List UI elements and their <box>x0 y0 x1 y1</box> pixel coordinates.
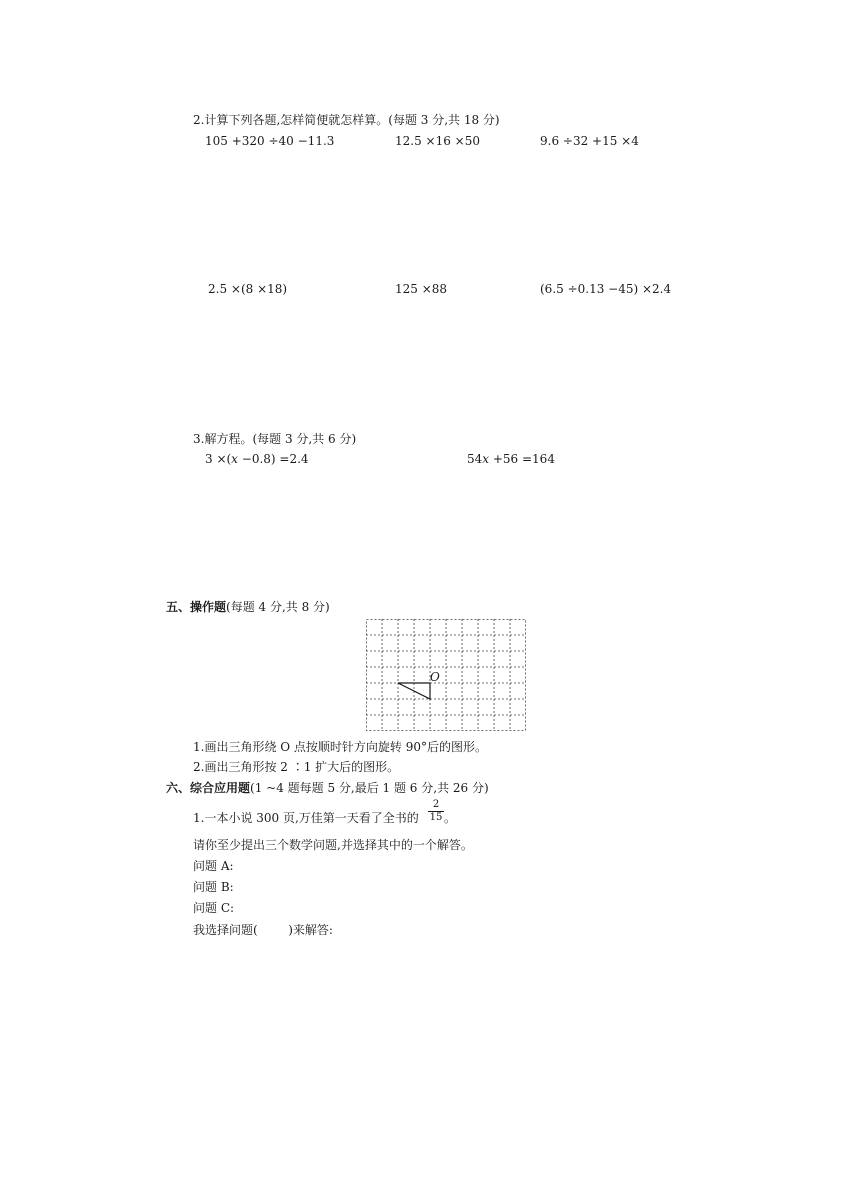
q2-expr-3: 9.6 ÷32 +15 ×4 <box>540 134 639 148</box>
choose-question-label: 我选择问题( )来解答: <box>193 923 333 937</box>
fraction-denominator: 15 <box>429 812 443 823</box>
question-c-label: 问题 C: <box>193 901 235 915</box>
section5-heading <box>166 600 330 614</box>
question-b-label: 问题 B: <box>193 880 234 894</box>
section6-prompt: 请你至少提出三个数学问题,并选择其中的一个解答。 <box>193 838 473 852</box>
section6-score: (1 ~4 题每题 5 分,最后 1 题 6 分,共 26 分) <box>250 781 489 795</box>
section5-item-1: 1.画出三角形绕 O 点按顺时针方向旋转 90°后的图形。 <box>193 740 488 754</box>
q2-expr-1: 105 +320 ÷40 −11.3 <box>205 134 335 148</box>
q2-expr-4: 2.5 ×(8 ×18) <box>208 282 288 296</box>
q2-expr-6: (6.5 ÷0.13 −45) ×2.4 <box>540 282 672 296</box>
grid-figure <box>366 619 526 731</box>
section6-heading <box>166 781 489 795</box>
section6-q1-end: 。 <box>444 811 457 825</box>
section6-q1-text: 1.一本小说 300 页,万佳第一天看了全书的 <box>193 811 419 825</box>
q2-expr-2: 12.5 ×16 ×50 <box>395 134 480 148</box>
q3-equation-2: 54𝑥 +56 =164 <box>467 452 555 466</box>
point-o-label: O <box>430 670 440 684</box>
q2-expr-5: 125 ×88 <box>395 282 448 296</box>
q2-heading: 2.计算下列各题,怎样简便就怎样算。(每题 3 分,共 18 分) <box>193 113 500 127</box>
fraction-numerator: 2 <box>432 799 440 810</box>
section6-title: 六、综合应用题 <box>166 781 251 795</box>
q3-heading: 3.解方程。(每题 3 分,共 6 分) <box>193 432 357 446</box>
section5-item-2: 2.画出三角形按 2 ∶1 扩大后的图形。 <box>193 760 400 774</box>
section5-title: 五、操作题 <box>166 600 227 614</box>
fraction <box>428 800 444 823</box>
q3-equation-1: 3 ×(𝑥 −0.8) =2.4 <box>205 452 309 466</box>
question-a-label: 问题 A: <box>193 859 234 873</box>
section5-score: (每题 4 分,共 8 分) <box>226 600 330 614</box>
